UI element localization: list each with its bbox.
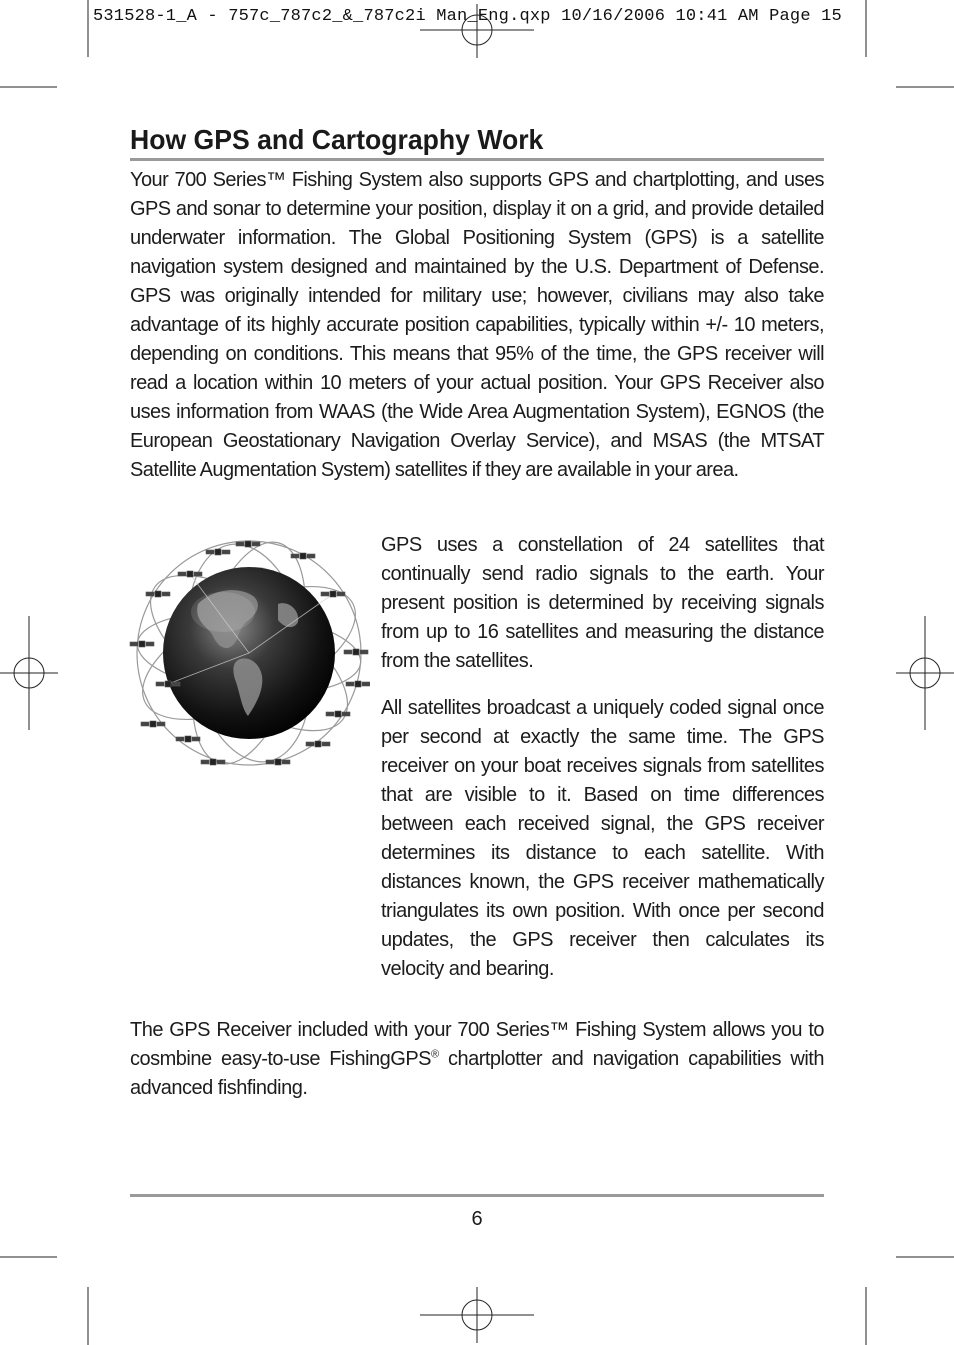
closing-text-start: The GPS Receiver included with your 700 Series™ Fishing System allows you to cosmbine easy-to-use FishingGPS	[130, 1019, 824, 1070]
gps-globe-illustration	[128, 534, 370, 772]
closing-paragraph	[130, 1016, 824, 1103]
closing-text-end: chartplotter and navigation capabilities with advanced fishfinding.	[130, 1048, 824, 1099]
registered-mark: ®	[431, 1048, 439, 1061]
footer-divider	[130, 1194, 824, 1197]
title-divider	[130, 158, 824, 161]
intro-paragraph: Your 700 Series™ Fishing System also supports GPS and chartplotting, and uses GPS and sonar to determine your position, display it on a grid, and provide detailed underwater information. The Global Positioning System (GPS) is a satellite navigation system designed and maintained by the U.S. Department of Defense. GPS was originally intended for military use; however, civilians may also take advantage of its highly accurate position capabilities, typically within +/- 10 meters, depending on conditions. This means that 95% of the time, the GPS receiver will read a location within 10 meters of your actual position. Your GPS Receiver also uses information from WAAS (the Wide Area Augmentation System), EGNOS (the European Geostationary Navigation Overlay Service), and MSAS (the MTSAT Satellite Augmentation System) satellites if they are available in your area.	[130, 169, 824, 481]
page-number: 6	[471, 1208, 483, 1230]
print-slug: 531528-1_A - 757c_787c2_&_787c2i Man_Eng.qxp 10/16/2006 10:41 AM Page 15	[93, 7, 842, 26]
broadcast-paragraph: All satellites broadcast a uniquely coded signal once per second at exactly the same time. The GPS receiver on your boat receives signals from satellites that are visible to it. Based on time differences between each received signal, the GPS receiver determines its distance to each satellite. With distances known, the GPS receiver mathematically triangulates its own position. With once per second updates, the GPS receiver then calculates its velocity and bearing.	[381, 697, 824, 980]
page-title: How GPS and Cartography Work	[130, 124, 544, 155]
constellation-paragraph: GPS uses a constellation of 24 satellites that continually send radio signals to the earth. Your present position is determined by receiving signals from up to 16 satellites and measuring the distance from the satellites.	[381, 534, 824, 672]
